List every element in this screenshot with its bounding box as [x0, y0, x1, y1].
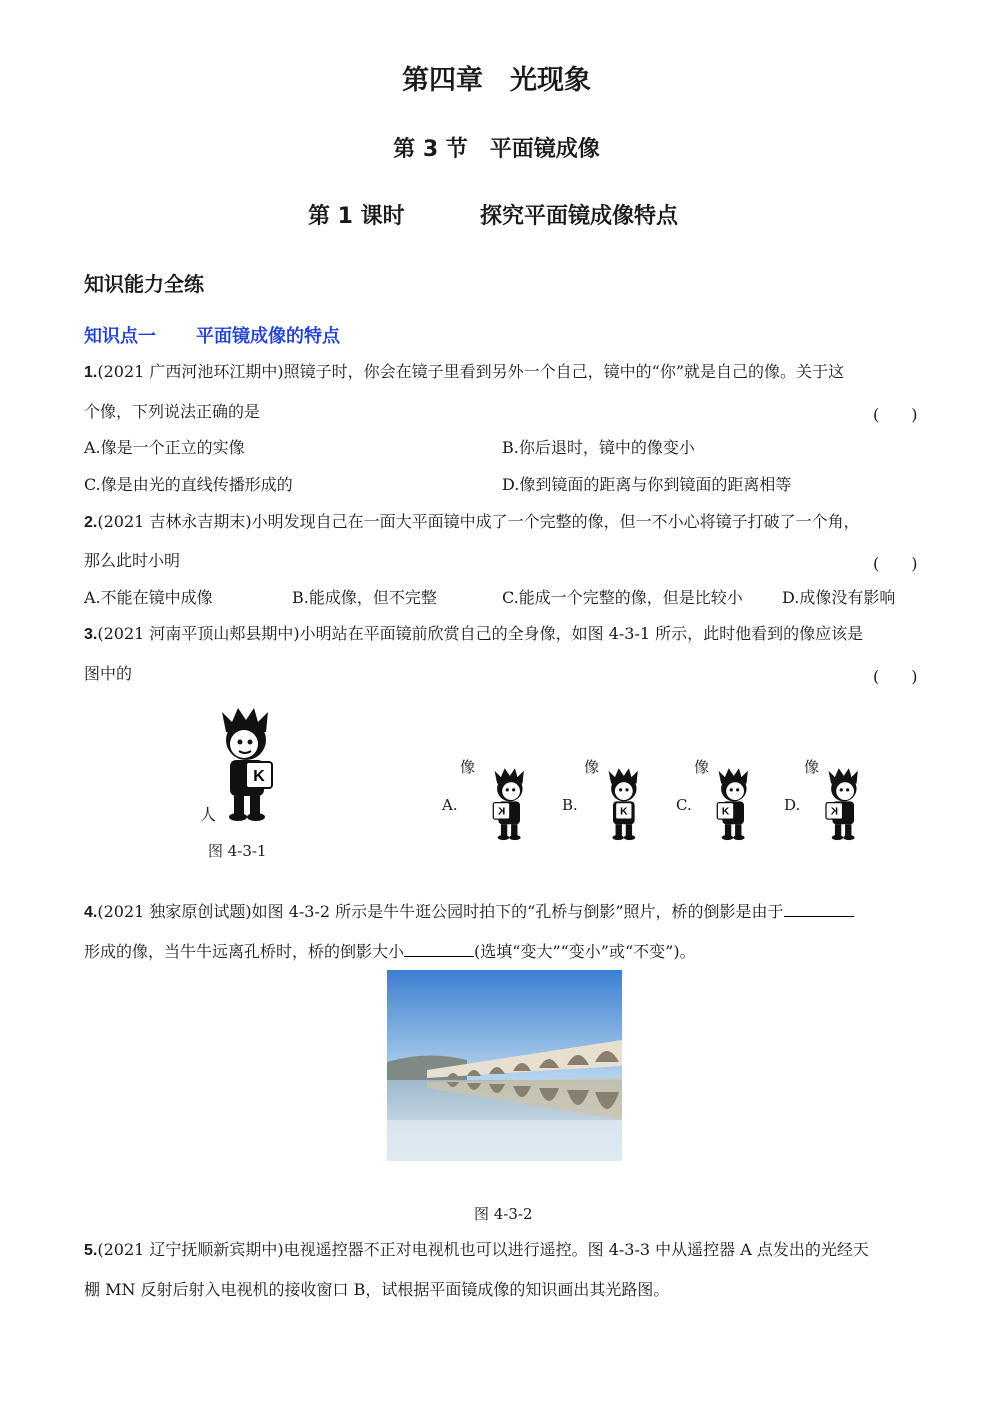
image-label: 像	[804, 758, 820, 776]
option-a[interactable]: A.像是一个正立的实像	[84, 438, 245, 457]
section-heading: 知识能力全练	[84, 272, 204, 296]
question-3	[84, 624, 863, 645]
option-letter-b: B.	[562, 796, 578, 814]
option-a[interactable]: A.不能在镜中成像	[84, 588, 213, 607]
question-number: 4.	[84, 904, 98, 921]
question-number: 2.	[84, 514, 98, 531]
knowledge-point-label: 知识点一	[84, 326, 156, 347]
knowledge-point-title: 平面镜成像的特点	[196, 326, 340, 347]
option-d-image[interactable]	[812, 752, 882, 857]
figure-caption: 图 4-3-2	[474, 1205, 533, 1223]
badge-letter: K	[721, 806, 730, 818]
question-text: 形成的像，当牛牛远离孔桥时，桥的倒影大小	[84, 942, 405, 961]
section-title: 第 3 节 平面镜成像	[393, 137, 600, 162]
person-label: 人	[200, 805, 217, 824]
option-d[interactable]: D.像到镜面的距离与你到镜面的距离相等	[502, 475, 792, 494]
figure-caption: 图 4-3-1	[208, 842, 267, 860]
question-1-line2: 个像，下列说法正确的是	[84, 402, 261, 421]
option-c[interactable]: C.像是由光的直线传播形成的	[84, 475, 293, 494]
option-letter-a: A.	[442, 796, 458, 814]
option-c-image[interactable]	[702, 752, 772, 857]
question-4	[84, 900, 854, 923]
image-label: 像	[460, 758, 476, 776]
badge-letter: K	[253, 768, 265, 785]
question-1	[84, 362, 844, 383]
option-c[interactable]: C.能成一个完整的像，但是比较小	[502, 588, 743, 607]
question-text: (2021 辽宁抚顺新宾期中)电视遥控器不正对电视机也可以进行遥控。图 4-3-3 中从遥控器 A 点发出的光经天	[97, 1240, 869, 1259]
option-d[interactable]: D.成像没有影响	[782, 588, 896, 607]
option-b[interactable]: B.能成像，但不完整	[292, 588, 437, 607]
answer-parentheses[interactable]: ( )	[873, 405, 918, 424]
question-3-line2: 图中的	[84, 664, 133, 683]
lesson-label: 第 1 课时	[308, 204, 405, 229]
answer-parentheses[interactable]: ( )	[873, 554, 918, 573]
option-b-image[interactable]	[592, 752, 662, 857]
question-2-line2: 那么此时小明	[84, 551, 181, 570]
question-text: (2021 河南平顶山郏县期中)小明站在平面镜前欣赏自己的全身像，如图 4-3-1 所示，此时他看到的像应该是	[97, 624, 864, 643]
boy-illustration	[222, 708, 272, 821]
answer-blank[interactable]	[784, 900, 854, 917]
image-label: 像	[694, 758, 710, 776]
question-5	[84, 1240, 869, 1261]
bridge-photo	[387, 970, 622, 1161]
question-text: (选填“变大”“变小”或“不变”)。	[474, 942, 696, 961]
question-number: 3.	[84, 626, 98, 643]
lesson-title: 探究平面镜成像特点	[480, 204, 679, 229]
option-letter-d: D.	[784, 796, 801, 814]
badge-letter: K	[620, 806, 628, 818]
question-text: (2021 独家原创试题)如图 4-3-2 所示是牛牛逛公园时拍下的“孔桥与倒影”照片，桥的倒影是由于	[97, 902, 784, 921]
badge-letter: K	[830, 806, 838, 818]
option-a-image[interactable]	[478, 752, 548, 857]
answer-parentheses[interactable]: ( )	[873, 667, 918, 686]
question-text: (2021 广西河池环江期中)照镜子时，你会在镜子里看到另外一个自己，镜中的“你”就是自己的像。关于这	[97, 362, 844, 381]
question-text: (2021 吉林永吉期末)小明发现自己在一面大平面镜中成了一个完整的像，但一不小心将镜子打破了一个角，	[97, 512, 860, 531]
option-b[interactable]: B.你后退时，镜中的像变小	[502, 438, 695, 457]
question-number: 1.	[84, 364, 98, 381]
image-label: 像	[584, 758, 600, 776]
option-letter-c: C.	[676, 796, 692, 814]
question-number: 5.	[84, 1242, 98, 1259]
chapter-title: 第四章 光现象	[402, 65, 591, 96]
question-5-line2: 棚 MN 反射后射入电视机的接收窗口 B，试根据平面镜成像的知识画出其光路图。	[84, 1280, 670, 1299]
badge-letter: K	[497, 806, 506, 818]
answer-blank[interactable]	[404, 940, 474, 957]
question-2	[84, 512, 860, 533]
question-4-line2	[84, 940, 696, 962]
